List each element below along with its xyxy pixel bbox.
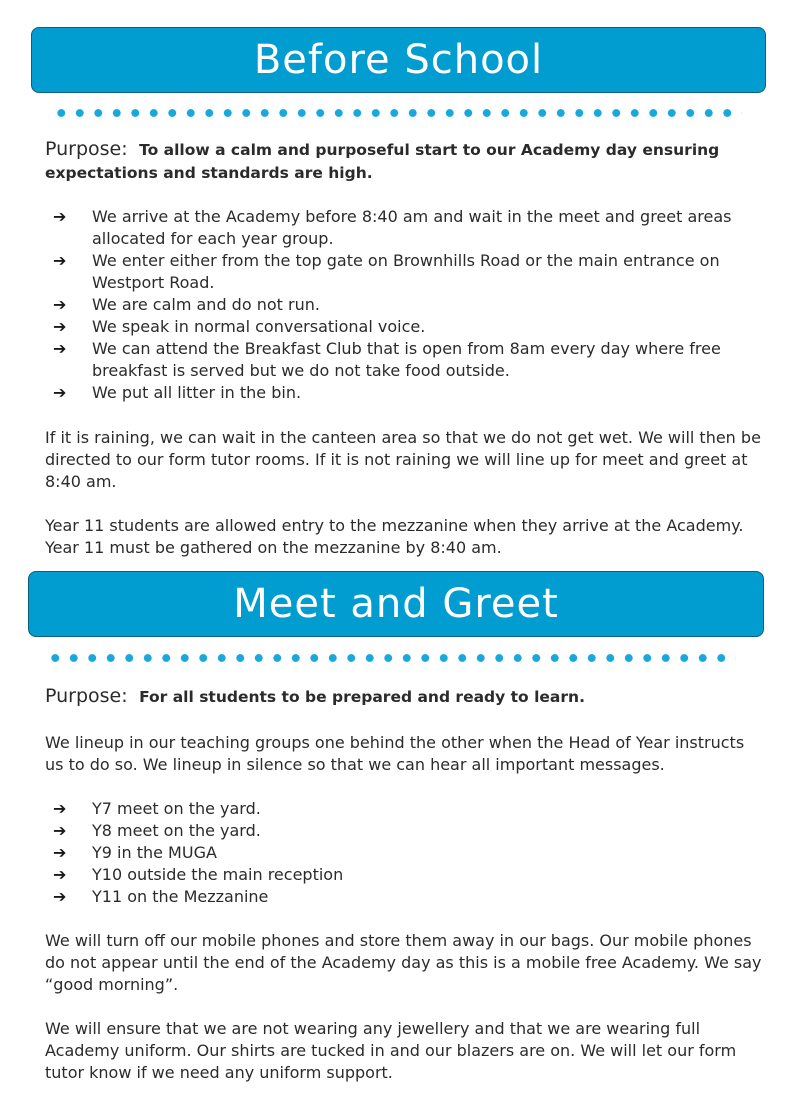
rain-paragraph: If it is raining, we can wait in the canteen area so that we do not get wet. We will then be directed to our form tutor rooms. If it is not raining we will line up for meet and greet at 8:40 am. (45, 428, 761, 491)
list-item-text: We are calm and do not run. (92, 295, 320, 314)
list-item (45, 294, 755, 316)
list-item-text: We put all litter in the bin. (92, 383, 302, 402)
list-item-text: We arrive at the Academy before 8:40 am and wait in the meet and greet areas allocated for each year group. (92, 207, 732, 248)
list-item (45, 842, 755, 864)
list-item-text: Y9 in the MUGA (92, 843, 217, 862)
list-item-text: Y7 meet on the yard. (92, 799, 261, 818)
arrow-right-icon: ➔ (53, 251, 67, 270)
lineup-paragraph: We lineup in our teaching groups one behind the other when the Head of Year instructs us to do so. We lineup in silence so that we can hear all important messages. (45, 733, 745, 774)
arrow-right-icon: ➔ (53, 821, 67, 840)
list-item-text: We enter either from the top gate on Brownhills Road or the main entrance on Westport Road. (92, 251, 720, 292)
arrow-right-icon: ➔ (53, 383, 67, 402)
list-item-text: We can attend the Breakfast Club that is open from 8am every day where free breakfast is served but we do not take food outside. (92, 339, 721, 380)
arrow-right-icon: ➔ (53, 799, 67, 818)
list-item (45, 886, 755, 908)
arrow-right-icon: ➔ (53, 887, 67, 906)
purpose-text: To allow a calm and purposeful start to our Academy day ensuring expectations and standards are high. (45, 141, 720, 182)
purpose-label: Purpose: (45, 138, 128, 160)
list-item (45, 382, 755, 404)
arrow-right-icon: ➔ (53, 317, 67, 336)
list-item-text: Y10 outside the main reception (92, 865, 344, 884)
list-item-text: Y8 meet on the yard. (92, 821, 261, 840)
arrow-right-icon: ➔ (53, 339, 67, 358)
before-school-banner: Before School (31, 27, 766, 93)
dotted-divider (46, 653, 736, 663)
list-item (45, 798, 755, 820)
list-item-text: We speak in normal conversational voice. (92, 317, 426, 336)
arrow-right-icon: ➔ (53, 865, 67, 884)
list-item (45, 206, 755, 250)
arrow-right-icon: ➔ (53, 207, 67, 226)
meet-and-greet-banner: Meet and Greet (28, 571, 764, 637)
mobile-phones-paragraph: We will turn off our mobile phones and store them away in our bags. Our mobile phones do not appear until the end of the Academy day as this is a mobile free Academy. We say “good morning”. (45, 931, 762, 994)
purpose-text: For all students to be prepared and ready to learn. (139, 688, 585, 706)
before-school-list (45, 206, 755, 404)
purpose-label: Purpose: (45, 685, 128, 707)
purpose-statement (45, 685, 755, 709)
list-item (45, 820, 755, 842)
list-item (45, 250, 755, 294)
dotted-divider (52, 108, 742, 118)
arrow-right-icon: ➔ (53, 295, 67, 314)
meet-locations-list (45, 798, 755, 908)
list-item (45, 864, 755, 886)
list-item-text: Y11 on the Mezzanine (92, 887, 269, 906)
year11-paragraph: Year 11 students are allowed entry to the mezzanine when they arrive at the Academy. Year 11 must be gathered on the mezzanine by 8:40 am. (45, 516, 744, 557)
list-item (45, 316, 755, 338)
arrow-right-icon: ➔ (53, 843, 67, 862)
purpose-statement (45, 138, 755, 185)
uniform-paragraph: We will ensure that we are not wearing any jewellery and that we are wearing full Academy uniform. Our shirts are tucked in and our blazers are on. We will let our form tutor know if we need any uniform support. (45, 1019, 737, 1082)
list-item (45, 338, 755, 382)
